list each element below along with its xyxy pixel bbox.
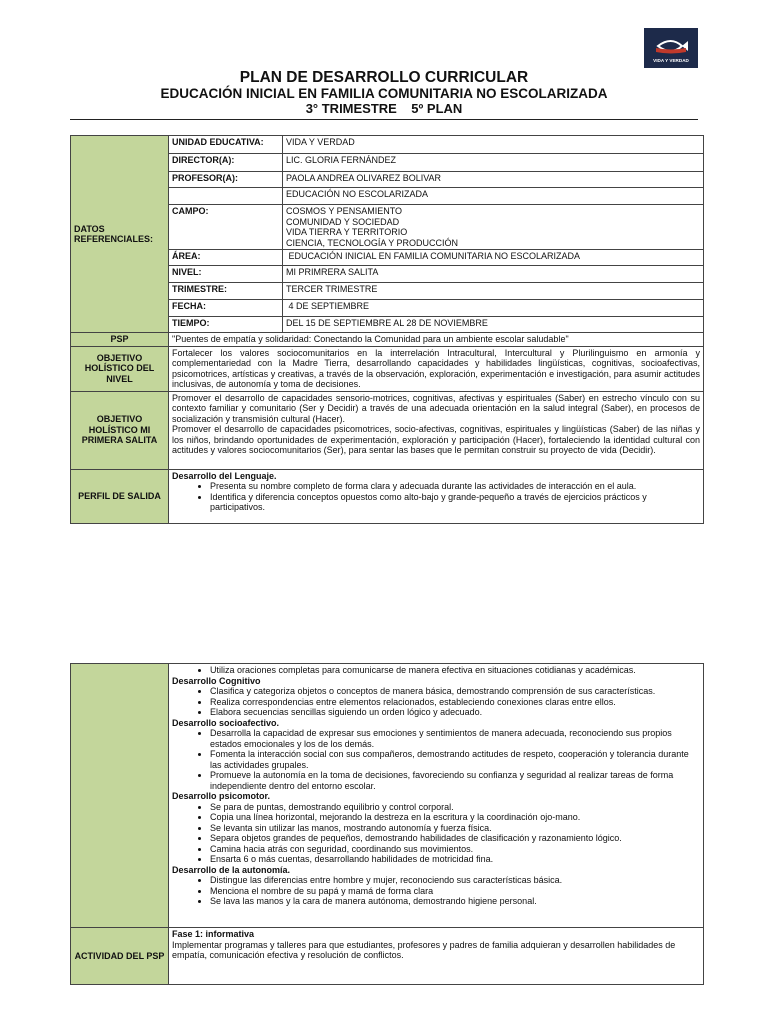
actividad-text: Implementar programas y talleres para que estudiantes, profesores y padres de familia adquieran y desarrollen habilidades de empatía, comunicación efectiva y resolución de conflictos. (172, 939, 676, 960)
campo-values (283, 205, 704, 250)
campo-value: VIDA TIERRA Y TERRITORIO (286, 227, 408, 237)
objetivo-salita-paragraph: Promover el desarrollo de capacidades psicomotrices, socio-afectivas, cognitivas, espirituales y lingüísticas (Saber) de las niñas y los niños, brindando oportunidades de experimentación, exploración y participación (Hacer), fortaleciendo la identidad cultural con actitudes y valores sociocomunitarios (Ser), para sentar las bases que le permitan construir su proyecto de vida (Decidir). (172, 424, 700, 455)
nivel-value: MI PRIMRERA SALITA (283, 266, 704, 283)
curriculum-table-continued (70, 663, 704, 985)
campo-value: COMUNIDAD Y SOCIEDAD (286, 216, 400, 227)
unidad-educativa-key: UNIDAD EDUCATIVA: (169, 136, 283, 154)
objetivo-salita-text (169, 391, 704, 469)
tiempo-value: DEL 15 DE SEPTIEMBRE AL 28 DE NOVIEMBRE (283, 317, 704, 333)
modalidad-value: EDUCACIÓN NO ESCOLARIZADA (283, 188, 704, 205)
list-item: • Elabora secuencias sencillas siguiendo un orden lógico y adecuado. (210, 707, 700, 718)
lenguaje-heading: Desarrollo del Lenguaje. (172, 470, 277, 481)
psp-label: PSP (71, 333, 169, 347)
list-item: • Se levanta sin utilizar las manos, mostrando autonomía y fuerza física. (210, 823, 700, 834)
campo-value: COSMOS Y PENSAMIENTO (286, 206, 403, 216)
perfil-salida-continued-content (169, 664, 704, 928)
tiempo-key: TIEMPO: (169, 317, 283, 333)
list-item: • Realiza correspondencias entre elementos relacionados, estableciendo conexiones claras entre ellos. (210, 697, 700, 708)
objetivo-nivel-text: Fortalecer los valores sociocomunitarios en la interrelación Intracultural, Intercultural y Plurilinguismo en armonía y complementariedad con la Madre Tierra, desarrollando capacidades y habilidades lingüísticas, cognitivas, socioafectivas, psicomotrices, artísticas y creativas, a través de la observación, exploración, experimentación e investigación, para asumir actitudes inclusivas, de autonomía y toma de decisiones. (169, 346, 704, 391)
list-item: • Separa objetos grandes de pequeños, demostrando habilidades de clasificación y razonamiento lógico. (210, 833, 700, 844)
objetivo-salita-label: OBJETIVO HOLÍSTICO MI PRIMERA SALITA (71, 391, 169, 469)
cognitivo-list (172, 686, 700, 718)
socioafectivo-heading: Desarrollo socioafectivo. (172, 717, 280, 728)
list-item: • Utiliza oraciones completas para comunicarse de manera efectiva en situaciones cotidianas y académicas. (210, 665, 700, 676)
autonomia-heading: Desarrollo de la autonomía. (172, 864, 291, 875)
objetivo-salita-paragraph: Promover el desarrollo de capacidades sensorio-motrices, cognitivas, afectivas y espirituales (Saber) en estrecho vínculo con su contexto familiar y comunitario (Ser y Decidir) a través de una adecuada orientación en la salud integral (Saber), en procesos de socialización y transmisión cultural (Hacer). (172, 392, 700, 424)
list-item: • Ensarta 6 o más cuentas, desarrollando habilidades de motricidad fina. (210, 854, 700, 865)
fish-emblem-icon (644, 28, 698, 68)
document-title: PLAN DE DESARROLLO CURRICULAR (239, 69, 529, 86)
psp-value: "Puentes de empatía y solidaridad: Conectando la Comunidad para un ambiente escolar saludable" (169, 333, 704, 347)
list-item: • Fomenta la interacción social con sus compañeros, demostrando actitudes de respeto, cooperación y tolerancia durante las actividades grupales. (210, 749, 700, 770)
list-item: • Promueve la autonomía en la toma de decisiones, favoreciendo su confianza y seguridad al realizar tareas de forma independiente dentro del entorno escolar. (210, 770, 700, 791)
header-divider (70, 119, 698, 120)
trimestre-key: TRIMESTRE: (169, 283, 283, 300)
fase-heading: Fase 1: informativa (172, 929, 255, 939)
modalidad-key (169, 188, 283, 205)
campo-key: CAMPO: (169, 205, 283, 250)
list-item: • Camina hacia atrás con seguridad, coordinando sus movimientos. (210, 844, 700, 855)
list-item: • Copia una línea horizontal, mejorando la destreza en la escritura y la coordinación ojo-mano. (210, 812, 700, 823)
list-item: • Se lava las manos y la cara de manera autónoma, demostrando higiene personal. (210, 896, 700, 907)
objetivo-nivel-label: OBJETIVO HOLÍSTICO DEL NIVEL (71, 346, 169, 391)
list-item: • Menciona el nombre de su papá y mamá de forma clara (210, 886, 700, 897)
director-value: LIC. GLORIA FERNÁNDEZ (283, 154, 704, 172)
area-value: EDUCACIÓN INICIAL EN FAMILIA COMUNITARIA NO ESCOLARIZADA (283, 250, 704, 266)
list-item: • Identifica y diferencia conceptos opuestos como alto-bajo y grande-pequeño a través de ejercicios prácticos y participativos. (210, 492, 700, 513)
datos-referenciales-label: DATOS REFERENCIALES: (71, 136, 169, 333)
perfil-salida-continued-label (71, 664, 169, 928)
profesor-value: PAOLA ANDREA OLIVAREZ BOLIVAR (283, 172, 704, 188)
perfil-salida-label: PERFIL DE SALIDA (71, 469, 169, 523)
nivel-key: NIVEL: (169, 266, 283, 283)
director-key: DIRECTOR(A): (169, 154, 283, 172)
list-item: • Presenta su nombre completo de forma clara y adecuada durante las actividades de interacción en el aula. (210, 481, 700, 492)
curriculum-table (70, 135, 704, 524)
fecha-value: 4 DE SEPTIEMBRE (283, 300, 704, 317)
trimester-line: 3° TRIMESTRE 5º PLAN (305, 101, 463, 116)
autonomia-list (172, 875, 700, 907)
campo-value: CIENCIA, TECNOLOGÍA Y PRODUCCIÓN (286, 237, 459, 248)
logo-caption: VIDA Y VERDAD (653, 58, 689, 63)
trimestre-value: TERCER TRIMESTRE (283, 283, 704, 300)
list-item: • Clasifica y categoriza objetos o conceptos de manera básica, demostrando comprensión de sus características. (210, 686, 700, 697)
lenguaje-list (172, 481, 700, 513)
list-item: • Se para de puntas, demostrando equilibrio y control corporal. (210, 802, 700, 813)
list-item: • Distingue las diferencias entre hombre y mujer, reconociendo sus características básica. (210, 875, 700, 886)
area-key: ÁREA: (169, 250, 283, 266)
lenguaje-list-continued (172, 665, 700, 676)
list-item: • Desarrolla la capacidad de expresar sus emociones y sentimientos de manera adecuada, reconociendo sus propios estados emocionales y los de los demás. (210, 728, 700, 749)
school-logo (644, 28, 698, 68)
cognitivo-heading: Desarrollo Cognitivo (172, 675, 261, 686)
psicomotor-heading: Desarrollo psicomotor. (172, 791, 271, 801)
document-header (70, 70, 698, 116)
document-subtitle: EDUCACIÓN INICIAL EN FAMILIA COMUNITARIA NO ESCOLARIZADA (160, 86, 608, 101)
actividad-psp-content (169, 928, 704, 985)
fecha-key: FECHA: (169, 300, 283, 317)
unidad-educativa-value: VIDA Y VERDAD (283, 136, 704, 154)
profesor-key: PROFESOR(A): (169, 172, 283, 188)
socioafectivo-list (172, 728, 700, 791)
perfil-salida-content (169, 469, 704, 523)
psicomotor-list (172, 802, 700, 865)
actividad-psp-label: ACTIVIDAD DEL PSP (71, 928, 169, 985)
